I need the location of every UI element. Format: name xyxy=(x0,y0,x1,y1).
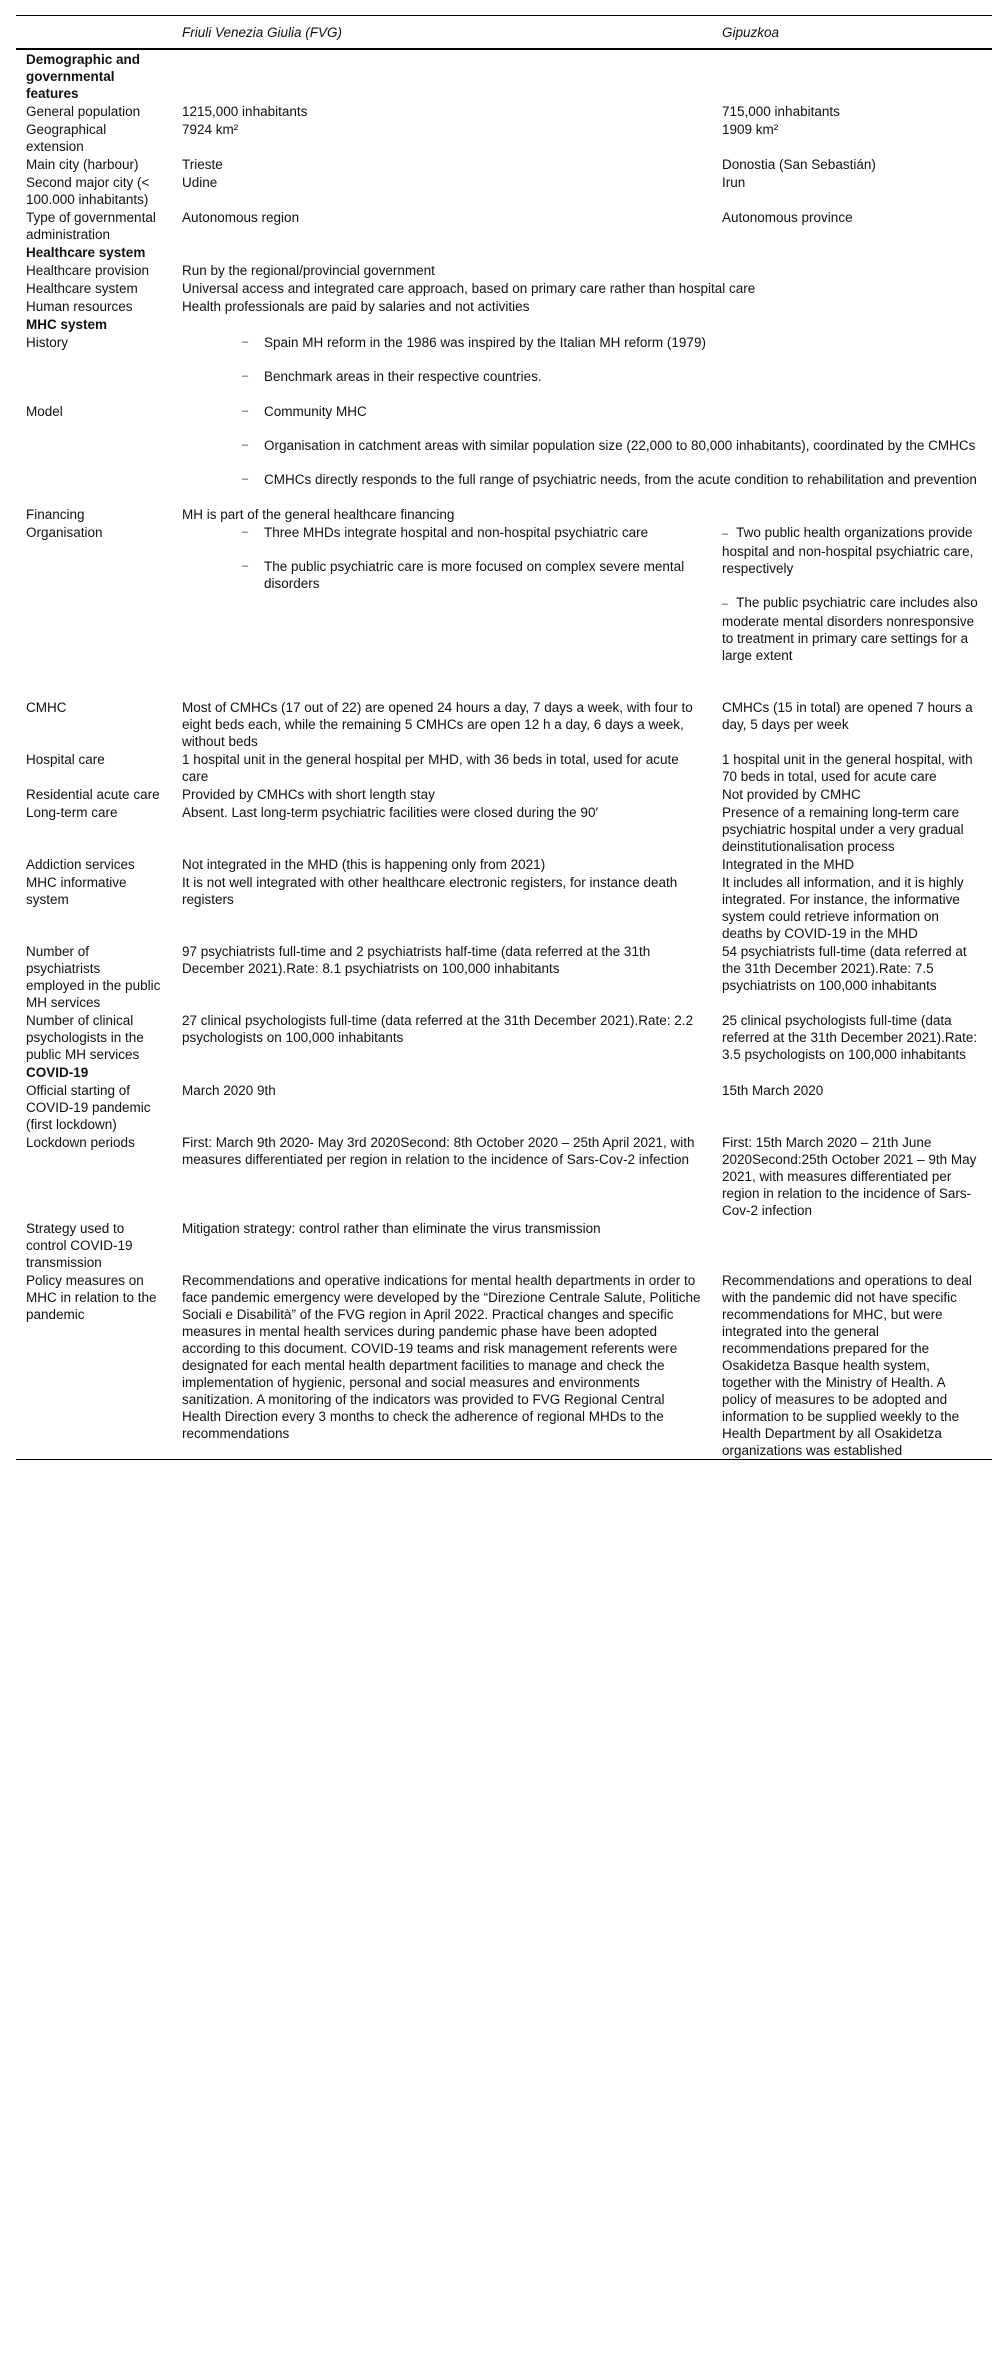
row-label: Official starting of COVID-19 pandemic (first lockdown) xyxy=(26,1083,151,1132)
shared-value: MH is part of the general healthcare financing xyxy=(182,507,455,522)
gipuzkoa-value xyxy=(712,523,992,698)
fvg-value: Absent. Last long-term psychiatric facilities were closed during the 90′ xyxy=(182,805,598,820)
gipuzkoa-value: 1909 km² xyxy=(722,122,779,137)
row-label: Second major city (< 100.000 inhabitants) xyxy=(26,175,150,207)
list-item: – The public psychiatric care includes also moderate mental disorders nonresponsive to treatment in primary care settings for a large extent xyxy=(722,594,982,664)
fvg-value: Trieste xyxy=(182,157,223,172)
row-label: Model xyxy=(26,404,63,419)
header-fvg-column: Friuli Venezia Giulia (FVG) xyxy=(172,16,712,50)
row-label: History xyxy=(26,335,69,350)
fvg-value: Recommendations and operative indications for mental health departments in order to face pandemic emergency were developed by the “Direzione Centrale Salute, Politiche Sociali e Disabilità” of the FVG region in April 2022. Practical changes and specific measures in mental health services during pandemic phase have been adopted according to this document. COVID-19 teams and risk management referents were designated for each mental health department facilities to manage and check the implementation of hygienic, personal and social measures and environments sanitization. A monitoring of the indicators was provided to FVG Regional Central Health Direction every 3 months to check the adherence of regional MHDs to the recommendations xyxy=(182,1273,701,1441)
gipuzkoa-value: Presence of a remaining long-term care psychiatric hospital under a very gradual deinstitutionalisation process xyxy=(722,805,964,854)
row-label: Human resources xyxy=(26,299,133,314)
gipuzkoa-value: 15th March 2020 xyxy=(722,1083,824,1098)
row-label: Strategy used to control COVID-19 transmission xyxy=(26,1221,133,1270)
table-body xyxy=(16,49,992,1460)
gipuzkoa-value: Not provided by CMHC xyxy=(722,787,861,802)
list-item: – Benchmark areas in their respective countries. xyxy=(242,368,982,385)
table-row xyxy=(16,1271,992,1460)
table-row xyxy=(16,102,992,120)
fvg-value xyxy=(172,523,712,698)
fvg-value: 97 psychiatrists full-time and 2 psychiatrists half-time (data referred at the 31th December 2021).Rate: 8.1 psychiatrists on 100,000 inhabitants xyxy=(182,944,651,976)
table-row xyxy=(16,505,992,523)
fvg-value: Mitigation strategy: control rather than eliminate the virus transmission xyxy=(182,1221,601,1236)
section-heading: Healthcare system xyxy=(26,245,146,260)
table-row xyxy=(16,855,992,873)
fvg-value: 27 clinical psychologists full-time (data referred at the 31th December 2021).Rate: 2.2 psychologists on 100,000 inhabitants xyxy=(182,1013,694,1045)
table-row xyxy=(16,523,992,698)
row-label: General population xyxy=(26,104,141,119)
table-row xyxy=(16,402,992,505)
list-item: – The public psychiatric care is more focused on complex severe mental disorders xyxy=(242,558,702,592)
table-row xyxy=(16,261,992,279)
gipuzkoa-value: 1 hospital unit in the general hospital, with 70 beds in total, used for acute care xyxy=(722,752,973,784)
section-row xyxy=(16,243,992,261)
row-label: Hospital care xyxy=(26,752,105,767)
table-row xyxy=(16,1219,992,1271)
gipuzkoa-value: 54 psychiatrists full-time (data referred at the 31th December 2021).Rate: 7.5 psychiatrists on 100,000 inhabitants xyxy=(722,944,967,993)
table-header-row xyxy=(16,16,992,50)
table-row xyxy=(16,873,992,942)
fvg-value: Most of CMHCs (17 out of 22) are opened 24 hours a day, 7 days a week, with four to eight beds each, while the remaining 5 CMHCs are open 12 h a day, 6 days a week, without beds xyxy=(182,700,693,749)
fvg-value: 1215,000 inhabitants xyxy=(182,104,308,119)
row-label: Long-term care xyxy=(26,805,118,820)
bullet-list xyxy=(722,524,982,664)
shared-value: Universal access and integrated care approach, based on primary care rather than hospital care xyxy=(182,281,756,296)
shared-value: Health professionals are paid by salaries and not activities xyxy=(182,299,530,314)
row-label: Lockdown periods xyxy=(26,1135,135,1150)
row-label: Healthcare system xyxy=(26,281,138,296)
fvg-value: Udine xyxy=(182,175,218,190)
list-item: – Three MHDs integrate hospital and non-hospital psychiatric care xyxy=(242,524,702,541)
gipuzkoa-value: Donostia (San Sebastián) xyxy=(722,157,876,172)
list-item: – CMHCs directly responds to the full range of psychiatric needs, from the acute condition to rehabilitation and prevention xyxy=(242,471,982,488)
fvg-value: Provided by CMHCs with short length stay xyxy=(182,787,435,802)
row-label: Financing xyxy=(26,507,85,522)
section-heading: Demographic and governmental features xyxy=(26,52,141,101)
table-row xyxy=(16,803,992,855)
list-item: – Spain MH reform in the 1986 was inspired by the Italian MH reform (1979) xyxy=(242,334,982,351)
fvg-value: It is not well integrated with other healthcare electronic registers, for instance death registers xyxy=(182,875,678,907)
gipuzkoa-value: Recommendations and operations to deal with the pandemic did not have specific recommendations for MHC, but were integrated into the general recommendations prepared for the Osakidetza Basque health system, together with the Ministry of Health. A policy of measures to be adopted and information to be supplied weekly to the Health Department by all Osakidetza organizations was established xyxy=(722,1273,972,1458)
header-gipuzkoa-column: Gipuzkoa xyxy=(712,16,992,50)
gipuzkoa-value: CMHCs (15 in total) are opened 7 hours a day, 5 days per week xyxy=(722,700,973,732)
gipuzkoa-value: First: 15th March 2020 – 21th June 2020Second:25th October 2021 – 9th May 2021, with measures differentiated per region in relation to the incidence of Sars-Cov-2 infection xyxy=(722,1135,977,1218)
section-row xyxy=(16,49,992,102)
list-item: – Organisation in catchment areas with similar population size (22,000 to 80,000 inhabitants), coordinated by the CMHCs xyxy=(242,437,982,454)
shared-value xyxy=(172,402,992,505)
gipuzkoa-value: 715,000 inhabitants xyxy=(722,104,840,119)
section-row xyxy=(16,315,992,333)
table-row xyxy=(16,333,992,402)
shared-value xyxy=(172,333,992,402)
table-row xyxy=(16,297,992,315)
table-row xyxy=(16,279,992,297)
row-label: Geographical extension xyxy=(26,122,107,154)
table-row xyxy=(16,208,992,243)
comparison-table xyxy=(16,15,992,1460)
row-label: Residential acute care xyxy=(26,787,160,802)
gipuzkoa-value: It includes all information, and it is highly integrated. For instance, the informative system could retrieve information on deaths by COVID-19 in the MHD xyxy=(722,875,964,941)
fvg-value: 1 hospital unit in the general hospital per MHD, with 36 beds in total, used for acute care xyxy=(182,752,679,784)
table-row xyxy=(16,120,992,155)
table-row xyxy=(16,698,992,750)
shared-value: Run by the regional/provincial government xyxy=(182,263,435,278)
row-label: Healthcare provision xyxy=(26,263,150,278)
gipuzkoa-value: 25 clinical psychologists full-time (data referred at the 31th December 2021).Rate: 3.5 psychologists on 100,000 inhabitants xyxy=(722,1013,978,1062)
row-label: Number of psychiatrists employed in the public MH services xyxy=(26,944,161,1010)
fvg-value: Autonomous region xyxy=(182,210,300,225)
row-label: Main city (harbour) xyxy=(26,157,139,172)
bullet-list xyxy=(182,524,702,592)
gipuzkoa-value xyxy=(712,1219,992,1271)
table-row xyxy=(16,1133,992,1219)
fvg-value: 7924 km² xyxy=(182,122,239,137)
gipuzkoa-value: Integrated in the MHD xyxy=(722,857,855,872)
table-row xyxy=(16,785,992,803)
header-label-column xyxy=(16,16,172,50)
section-heading: COVID-19 xyxy=(26,1065,89,1080)
fvg-value: First: March 9th 2020- May 3rd 2020Second: 8th October 2020 – 25th April 2021, with measures differentiated per region in relation to the incidence of Sars-Cov-2 infection xyxy=(182,1135,695,1167)
row-label: MHC informative system xyxy=(26,875,127,907)
table-row xyxy=(16,750,992,785)
table-row xyxy=(16,173,992,208)
row-label: Addiction services xyxy=(26,857,135,872)
bullet-list xyxy=(182,334,982,385)
table-row xyxy=(16,1081,992,1133)
table-row xyxy=(16,942,992,1011)
gipuzkoa-value: Irun xyxy=(722,175,746,190)
row-label: Type of governmental administration xyxy=(26,210,156,242)
row-label: CMHC xyxy=(26,700,67,715)
bullet-list xyxy=(182,403,982,488)
gipuzkoa-value: Autonomous province xyxy=(722,210,853,225)
row-label: Policy measures on MHC in relation to the pandemic xyxy=(26,1273,157,1322)
section-heading: MHC system xyxy=(26,317,108,332)
table-row xyxy=(16,155,992,173)
row-label: Number of clinical psychologists in the public MH services xyxy=(26,1013,144,1062)
list-item: – Community MHC xyxy=(242,403,982,420)
section-row xyxy=(16,1063,992,1081)
list-item: – Two public health organizations provide hospital and non-hospital psychiatric care, respectively xyxy=(722,524,982,577)
fvg-value: Not integrated in the MHD (this is happening only from 2021) xyxy=(182,857,546,872)
fvg-value: March 2020 9th xyxy=(182,1083,276,1098)
row-label: Organisation xyxy=(26,525,103,540)
table-row xyxy=(16,1011,992,1063)
